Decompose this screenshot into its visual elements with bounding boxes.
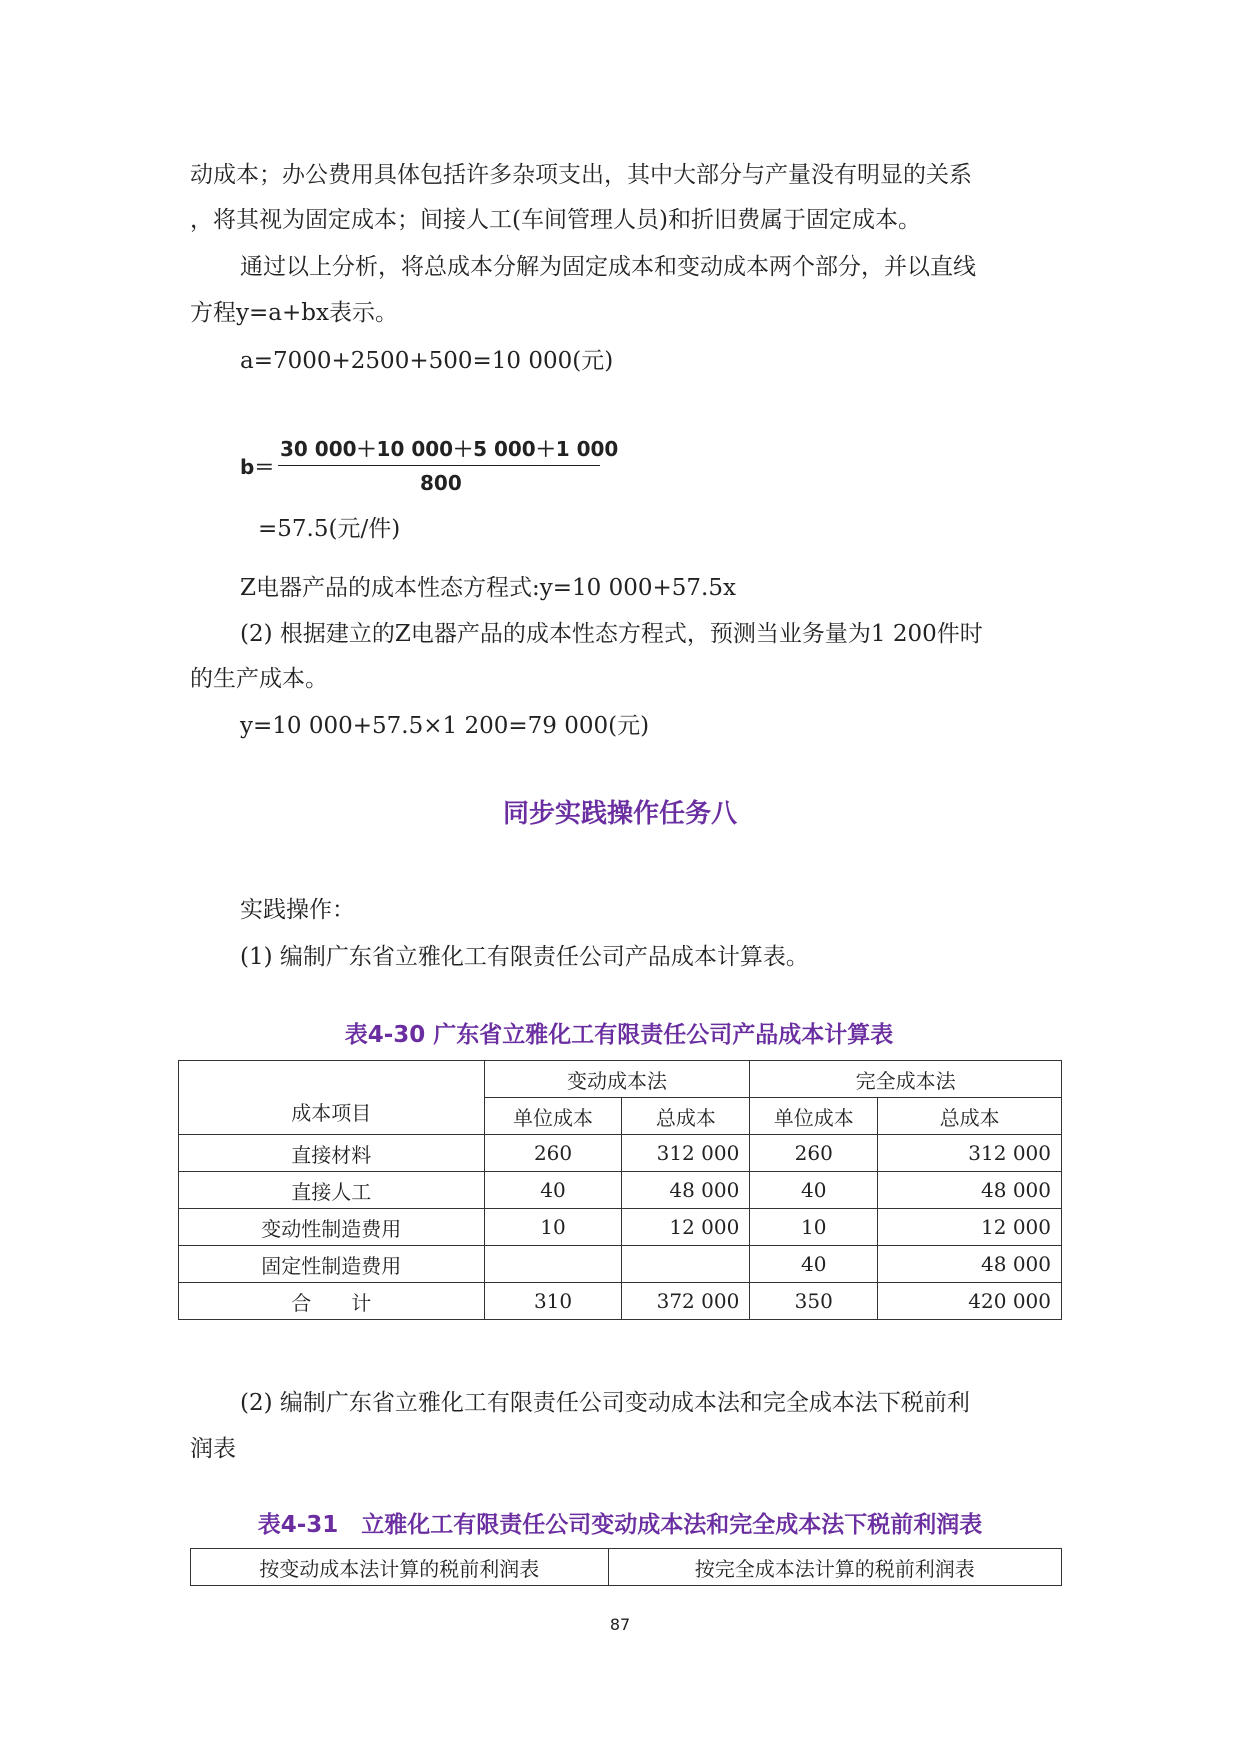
body-text-line: ，将其视为固定成本；间接人工(车间管理人员)和折旧费属于固定成本。 [190, 207, 921, 233]
row-item: 合 计 [179, 1283, 485, 1320]
table-row [179, 1135, 1062, 1172]
table-row [179, 1209, 1062, 1246]
cell-unit-cost: 10 [484, 1209, 622, 1246]
question-2-line: 的生产成本。 [190, 666, 328, 692]
table-header-row [179, 1061, 1062, 1098]
cell-unit-cost: 260 [750, 1135, 878, 1172]
fraction-bar [278, 465, 600, 466]
cell-total-cost: 48 000 [622, 1172, 750, 1209]
cell-total-cost: 312 000 [622, 1135, 750, 1172]
practice-item-2: 润表 [190, 1436, 236, 1462]
practice-item-2: (2) 编制广东省立雅化工有限责任公司变动成本法和完全成本法下税前利 [240, 1390, 970, 1416]
header-unit-cost: 单位成本 [484, 1098, 622, 1135]
b-numerator: 30 000＋10 000＋5 000＋1 000 [280, 437, 619, 461]
cost-calculation-table [178, 1060, 1062, 1320]
row-item: 变动性制造费用 [179, 1209, 485, 1246]
table-total-row [179, 1283, 1062, 1320]
row-item: 固定性制造费用 [179, 1246, 485, 1283]
header-total-cost: 总成本 [878, 1098, 1062, 1135]
b-label: b＝ [240, 455, 275, 479]
body-text-line: 动成本；办公费用具体包括许多杂项支出，其中大部分与产量没有明显的关系 [190, 162, 972, 188]
header-unit-cost: 单位成本 [750, 1098, 878, 1135]
page-number: 87 [609, 1615, 631, 1634]
table-header-row [191, 1549, 1062, 1586]
a-formula: a=7000+2500+500=10 000(元) [240, 348, 614, 374]
table-row [179, 1246, 1062, 1283]
cell-total-cost [622, 1246, 750, 1283]
cell-total-cost: 420 000 [878, 1283, 1062, 1320]
cell-unit-cost: 310 [484, 1283, 622, 1320]
cell-total-cost: 312 000 [878, 1135, 1062, 1172]
section-title: 同步实践操作任务八 [502, 799, 737, 829]
cell-unit-cost: 350 [750, 1283, 878, 1320]
cell-unit-cost: 260 [484, 1135, 622, 1172]
cell-total-cost: 372 000 [622, 1283, 750, 1320]
header-absorption-costing: 完全成本法 [750, 1061, 1062, 1098]
row-item: 直接材料 [179, 1135, 485, 1172]
table-title: 表4-31 立雅化工有限责任公司变动成本法和完全成本法下税前利润表 [257, 1512, 983, 1538]
cell-unit-cost: 40 [750, 1246, 878, 1283]
practice-item-1: (1) 编制广东省立雅化工有限责任公司产品成本计算表。 [240, 944, 809, 970]
b-result: =57.5(元/件) [258, 516, 401, 542]
cell-total-cost: 12 000 [878, 1209, 1062, 1246]
profit-table [190, 1548, 1062, 1586]
cell-total-cost: 48 000 [878, 1172, 1062, 1209]
header-total-cost: 总成本 [622, 1098, 750, 1135]
y-calculation: y=10 000+57.5×1 200=79 000(元) [240, 713, 650, 739]
question-2-line: (2) 根据建立的Z电器产品的成本性态方程式，预测当业务量为1 200件时 [240, 621, 983, 647]
header-variable-profit: 按变动成本法计算的税前利润表 [191, 1549, 609, 1586]
table-title: 表4-30 广东省立雅化工有限责任公司产品成本计算表 [344, 1022, 894, 1048]
equation: Z电器产品的成本性态方程式:y=10 000+57.5x [240, 575, 736, 601]
body-text-line: 方程y=a+bx表示。 [190, 300, 398, 326]
row-item: 直接人工 [179, 1172, 485, 1209]
header-absorption-profit: 按完全成本法计算的税前利润表 [608, 1549, 1061, 1586]
table-row [179, 1172, 1062, 1209]
cell-total-cost: 12 000 [622, 1209, 750, 1246]
cell-total-cost: 48 000 [878, 1246, 1062, 1283]
header-variable-costing: 变动成本法 [484, 1061, 750, 1098]
cell-unit-cost: 10 [750, 1209, 878, 1246]
body-text-line: 通过以上分析，将总成本分解为固定成本和变动成本两个部分，并以直线 [240, 254, 976, 280]
header-cost-item: 成本项目 [179, 1061, 485, 1135]
cell-unit-cost [484, 1246, 622, 1283]
cell-unit-cost: 40 [750, 1172, 878, 1209]
practice-heading: 实践操作： [240, 897, 355, 923]
cell-unit-cost: 40 [484, 1172, 622, 1209]
b-denominator: 800 [420, 471, 462, 495]
